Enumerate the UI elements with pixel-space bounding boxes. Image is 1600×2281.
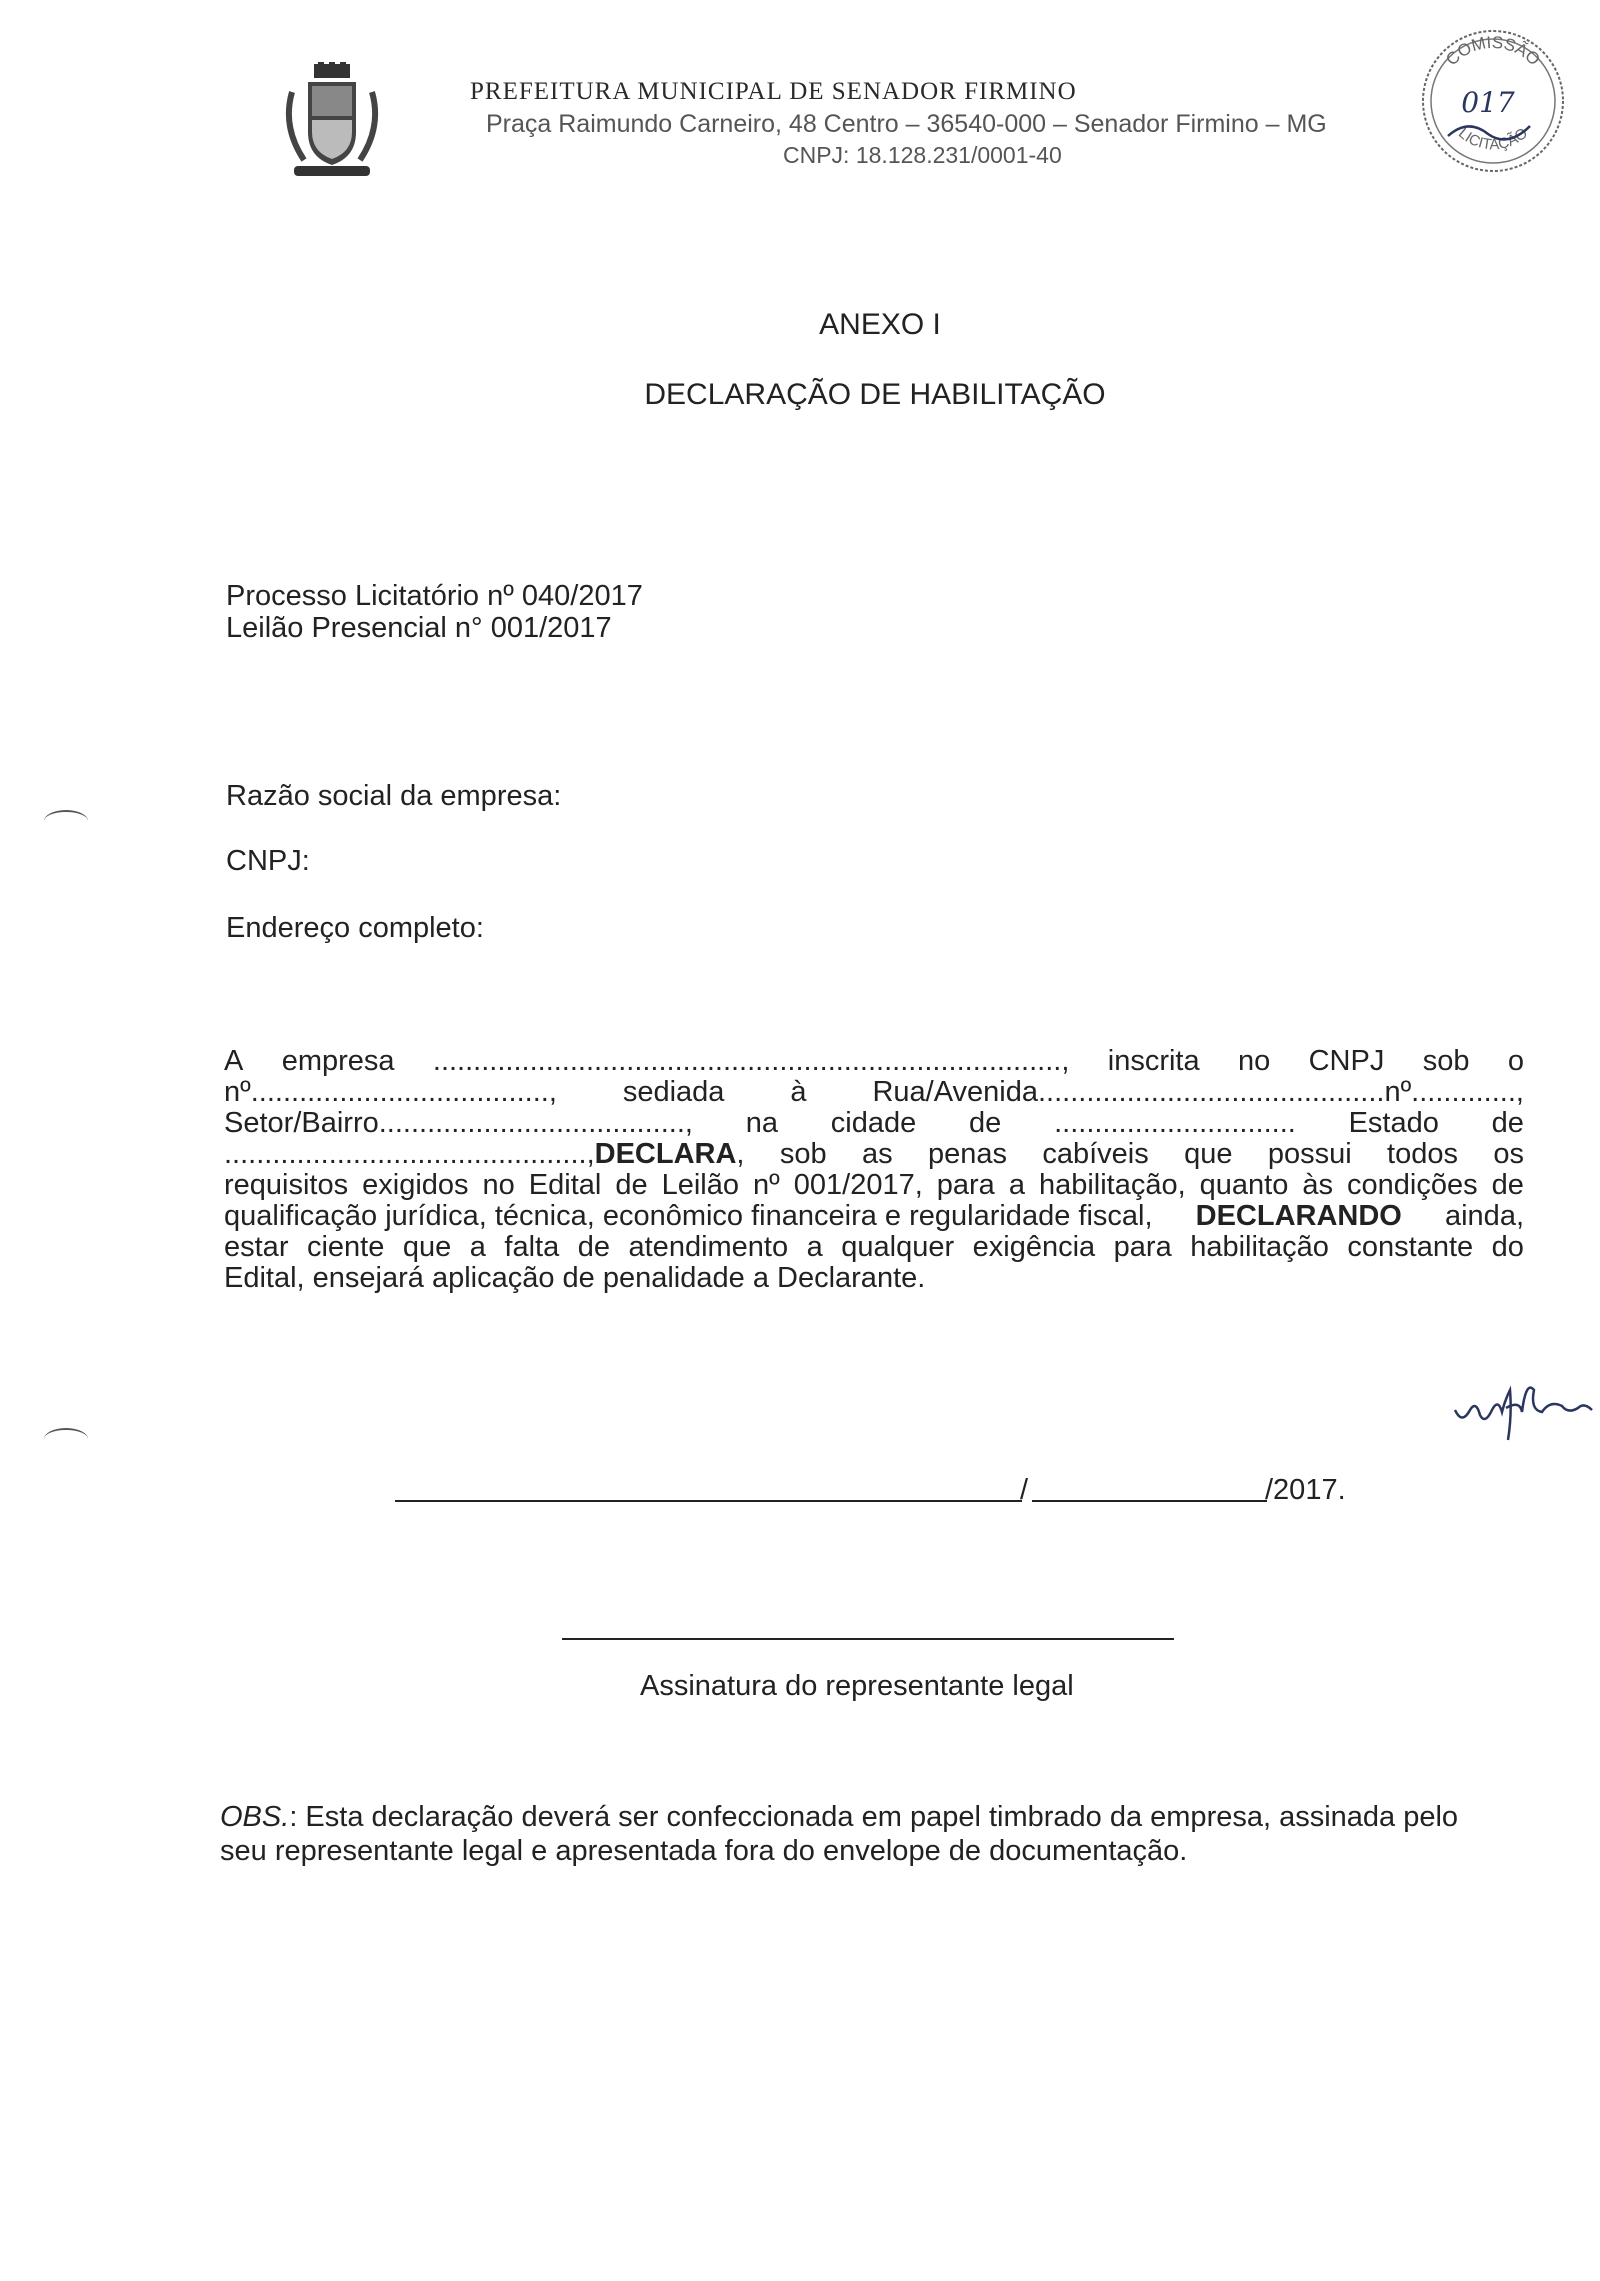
annex-title: ANEXO I bbox=[819, 308, 941, 341]
date-day-month-line bbox=[395, 1500, 1022, 1502]
initials-signature-icon bbox=[1450, 1370, 1600, 1445]
stamp-bottom-text: LICITAÇÃO bbox=[1454, 124, 1532, 154]
margin-mark bbox=[44, 1428, 88, 1450]
declaration-line: estar ciente que a falta de atendimento a qualquer exigência para habilitação constante do bbox=[224, 1231, 1524, 1263]
declaration-line: A empresa .............................................................................., inscrita no CNPJ sob o bbox=[224, 1045, 1524, 1077]
obs-text: : Esta declaração deverá ser confeccionada em papel timbrado da empresa, assinada pelo seu representante legal e apresentada fora do envelope de documentação. bbox=[220, 1801, 1459, 1867]
svg-text:LICITAÇÃO bbox=[1455, 125, 1531, 154]
declaration-line: requisitos exigidos no Edital de Leilão nº 001/2017, para a habilitação, quanto às condições de bbox=[224, 1169, 1524, 1201]
declaration-line: Setor/Bairro......................................, na cidade de .............................. Estado de bbox=[224, 1107, 1524, 1139]
address-field: Endereço completo: bbox=[226, 912, 484, 944]
observation-note bbox=[220, 1800, 1465, 1868]
declaration-line: qualificação jurídica, técnica, econômico financeira e regularidade fiscal, DECLARANDO ainda, bbox=[224, 1200, 1524, 1232]
commission-stamp bbox=[1418, 26, 1568, 176]
stamp-top-text: COMISSÃO bbox=[1442, 32, 1544, 70]
process-number: Processo Licitatório nº 040/2017 bbox=[226, 580, 643, 612]
declaration-heading: DECLARAÇÃO DE HABILITAÇÃO bbox=[644, 378, 1106, 411]
cnpj-field: CNPJ: bbox=[226, 845, 310, 877]
org-address: Praça Raimundo Carneiro, 48 Centro – 36540-000 – Senador Firmino – MG bbox=[486, 110, 1327, 138]
signature-line bbox=[562, 1638, 1174, 1640]
auction-number: Leilão Presencial n° 001/2017 bbox=[226, 612, 612, 644]
declaration-line: .............................................,DECLARA, sob as penas cabíveis que possui todos os bbox=[224, 1138, 1524, 1170]
declaration-line: nº....................................., sediada à Rua/Avenida...........................................nº............., bbox=[224, 1076, 1524, 1108]
date-separator: / bbox=[1020, 1474, 1029, 1506]
margin-mark bbox=[44, 810, 88, 832]
stamp-page-number: 017 bbox=[1461, 86, 1515, 119]
date-month-line bbox=[1032, 1500, 1267, 1502]
org-name: PREFEITURA MUNICIPAL DE SENADOR FIRMINO bbox=[470, 78, 1077, 105]
company-name-field: Razão social da empresa: bbox=[226, 780, 562, 812]
municipal-coat-of-arms-icon bbox=[282, 62, 382, 187]
org-cnpj: CNPJ: 18.128.231/0001-40 bbox=[783, 142, 1062, 168]
declaration-paragraph bbox=[224, 1046, 1524, 1294]
declaration-line: Edital, ensejará aplicação de penalidade a Declarante. bbox=[224, 1262, 926, 1294]
date-year: /2017. bbox=[1265, 1474, 1346, 1506]
signature-label: Assinatura do representante legal bbox=[640, 1670, 1074, 1702]
declara-keyword: DECLARA bbox=[594, 1138, 737, 1170]
declarando-keyword: DECLARANDO bbox=[1195, 1200, 1402, 1232]
obs-label: OBS. bbox=[220, 1801, 290, 1833]
